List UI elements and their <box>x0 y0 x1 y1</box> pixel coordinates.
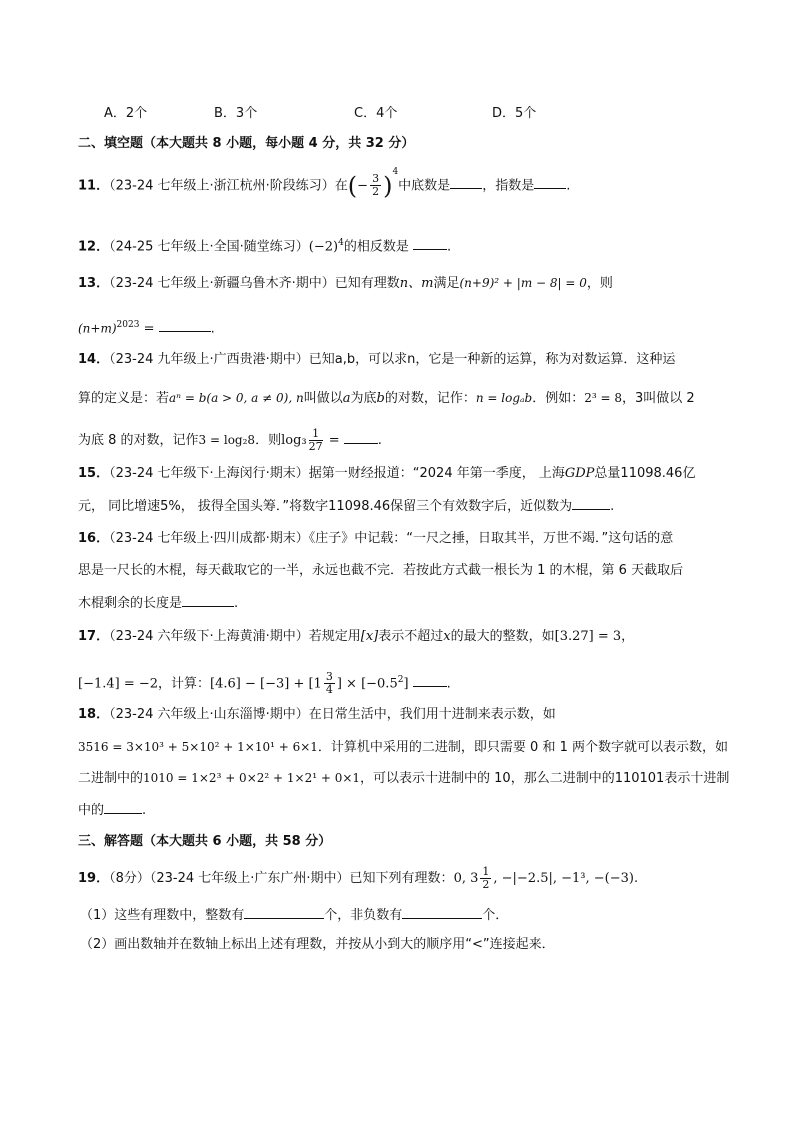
q14-line-2c: 为底 <box>350 391 377 406</box>
q11-source: （23-24 七年级上·浙江杭州·阶段练习）在 <box>109 178 348 194</box>
q19-fraction <box>480 866 491 891</box>
q11-fraction <box>370 173 381 198</box>
q14-line-2e: ．例如： <box>532 391 585 406</box>
q11-end: . <box>566 178 571 194</box>
question-17-line-2 <box>78 670 451 696</box>
q13-number: 13． <box>78 276 110 291</box>
q12-number: 12． <box>78 239 110 255</box>
question-19-line-1 <box>78 866 638 891</box>
q18-line-2b: ．计算机中采用的二进制，即只需要 0 和 1 两个数字就可以表示数，如 <box>317 740 728 755</box>
q14-line-2d: 的对数，记作： <box>384 391 476 406</box>
q16-line-2: 思是一尺长的木棍，每天截取它的一半，永远也截不完．若按此方式截一根长为 1 的木棍，第 6 天截取后 <box>78 563 684 578</box>
q17-line-2a: ，计算： <box>158 676 211 692</box>
q17-var-x: x <box>443 629 451 644</box>
question-15-line-1 <box>78 464 695 484</box>
q19-numbers-b: , −|−2.5|, −1³, −(−3) <box>493 871 634 886</box>
q11-close-paren: ) <box>383 171 393 200</box>
q17-line-1c: 的最大的整数，如 <box>450 629 555 644</box>
q12-end: . <box>446 239 452 255</box>
q19-numbers-a: 0, 3 <box>453 871 479 886</box>
q19-part-2: （2）画出数轴并在数轴上标出上述有理数，并按从小到大的顺序用“<”连接起来． <box>80 937 555 952</box>
q14-log3: log₃ <box>281 433 307 448</box>
section-solve-heading: 三、解答题（本大题共 6 小题，共 58 分） <box>78 834 332 849</box>
option-b[interactable]: B．3个 <box>214 106 258 121</box>
answer-options <box>0 102 794 124</box>
q12-answer-blank[interactable] <box>413 235 447 250</box>
q12-expression: (−2) <box>308 239 339 255</box>
q13-equals: = <box>139 321 159 337</box>
q11-frac-numerator: 3 <box>372 172 380 186</box>
q11-open-paren: ( <box>347 171 358 200</box>
q17-term-2: ] × [−0.5 <box>336 676 398 692</box>
q12-text: 的相反数是 <box>343 239 409 255</box>
q14-line-3c: ．则 <box>255 433 282 448</box>
question-14-line-1 <box>78 350 675 370</box>
q17-term-3: ] <box>403 676 409 692</box>
q18-line-4: 中的 <box>78 803 105 818</box>
q18-answer-blank[interactable] <box>104 799 142 814</box>
q11-frac-denominator: 2 <box>372 185 380 199</box>
q13-end: . <box>210 321 215 337</box>
q15-line-1b: 总量11098.46亿 <box>594 466 696 481</box>
q17-term-1: [4.6] − [−3] + [1 <box>210 676 322 692</box>
q18-binary-example: 1010 = 1×2³ + 0×2² + 1×2¹ + 0×1 <box>143 771 361 785</box>
question-19-part-1 <box>80 904 508 926</box>
q14-var-a: a <box>342 391 351 406</box>
q17-mixed-fraction <box>324 671 335 696</box>
q14-equals: = <box>324 433 344 448</box>
q15-answer-blank[interactable] <box>572 495 610 510</box>
q13-expression: (n+m) <box>78 321 117 336</box>
question-16-line-2 <box>78 561 683 581</box>
q17-end: . <box>446 676 451 692</box>
q13-then: ，则 <box>586 276 613 291</box>
q19-frac-numerator: 1 <box>482 865 490 878</box>
q15-gdp: GDP <box>564 466 595 481</box>
q14-line-2f: ，3叫做以 2 <box>621 391 695 406</box>
q18-decimal-example: 3516 = 3×10³ + 5×10² + 1×10¹ + 6×1 <box>78 740 318 754</box>
q13-condition: (n+9)² + |m − 8| = 0 <box>459 276 587 290</box>
q14-log-notation: n = logₐb <box>475 391 533 405</box>
q19-part-1b: 个，非负数有 <box>324 908 403 923</box>
q19-part-1a: （1）这些有理数中，整数有 <box>80 908 245 923</box>
question-18-line-3 <box>78 768 729 789</box>
question-19-part-2 <box>80 935 555 955</box>
question-14-line-3 <box>78 428 382 453</box>
q11-number: 11． <box>78 178 110 194</box>
q11-text: 中底数是 <box>398 178 451 194</box>
q13-vars: n、m <box>399 276 434 291</box>
option-c[interactable]: C．4个 <box>354 106 398 121</box>
q19-number: 19． <box>78 871 110 886</box>
q17-line-1a: （23-24 六年级下·上海黄浦·期中）若规定用 <box>109 629 361 644</box>
question-14-line-2 <box>78 388 695 409</box>
q11-exponent: 4 <box>392 167 399 177</box>
q11-minus: − <box>357 178 369 194</box>
q15-number: 15． <box>78 466 110 481</box>
q19-points: （8分） <box>109 871 150 886</box>
q11-mid: ，指数是 <box>482 178 535 194</box>
q16-end: . <box>234 596 239 611</box>
q13-text: 满足 <box>433 276 460 291</box>
q17-mix-denominator: 4 <box>325 683 333 697</box>
question-18-line-2 <box>78 737 728 758</box>
q16-line-3: 木棍剩余的长度是 <box>78 596 183 611</box>
q12-source: （24-25 七年级上·全国·随堂练习） <box>109 239 309 255</box>
option-a[interactable]: A．2个 <box>104 106 148 121</box>
question-12 <box>78 233 451 257</box>
q18-number: 18． <box>78 707 110 722</box>
question-16-line-1 <box>78 529 673 549</box>
q15-line-2: 元， 同比增速5%， 拔得全国头筹．”将数字11098.46保留三个有效数字后，近似数为 <box>78 499 573 514</box>
q19-nonnegative-count-blank[interactable] <box>402 904 482 919</box>
q14-number: 14． <box>78 352 110 367</box>
q19-frac-denominator: 2 <box>482 878 490 891</box>
q17-mix-numerator: 3 <box>325 670 333 684</box>
q14-example: 2³ = 8 <box>584 391 622 405</box>
q19-integer-count-blank[interactable] <box>244 904 324 919</box>
question-11 <box>78 167 571 200</box>
q15-line-1: （23-24 七年级下·上海闵行·期末）据第一财经报道：“2024 年第一季度， 上海 <box>109 466 565 481</box>
option-d[interactable]: D．5个 <box>492 106 537 121</box>
q17-floor-x: [x] <box>360 629 379 644</box>
q11-base-blank[interactable] <box>450 174 482 189</box>
q14-line-2a: 算的定义是：若 <box>78 391 170 406</box>
q17-answer-blank[interactable] <box>413 672 447 687</box>
q16-number: 16． <box>78 531 110 546</box>
q14-line-1: （23-24 九年级上·广西贵港·期中）已知a,b，可以求n，它是一种新的运算，称为对数运算．这种运 <box>109 352 676 367</box>
q14-definition: aⁿ = b(a > 0, a ≠ 0), n <box>169 391 304 405</box>
q14-end: . <box>377 433 382 448</box>
q17-example-2: [−1.4] = −2 <box>78 676 159 692</box>
q17-number: 17． <box>78 629 110 644</box>
q14-frac-numerator: 1 <box>309 428 323 441</box>
q14-answer-blank[interactable] <box>344 429 378 444</box>
q11-exponent-blank[interactable] <box>534 174 566 189</box>
q18-line-3a: 二进制中的 <box>78 771 144 786</box>
q12-exponent: 4 <box>338 238 344 248</box>
q18-end: . <box>142 803 147 818</box>
section-fill-in-heading: 二、填空题（本大题共 8 小题，每小题 4 分，共 32 分） <box>78 136 415 151</box>
q14-var-b: b <box>376 391 385 406</box>
q18-line-1: （23-24 六年级上·山东淄博·期中）在日常生活中，我们用十进制来表示数，如 <box>109 707 556 722</box>
question-18-line-1 <box>78 705 556 725</box>
q15-end: . <box>610 499 615 514</box>
q17-example-1: [3.27] = 3 <box>554 629 622 644</box>
q16-line-1: （23-24 七年级上·四川成都·期末）《庄子》中记载：“一尺之捶，日取其半，万世不竭．”这句话的意 <box>109 531 674 546</box>
q19-part-1c: 个． <box>482 908 509 923</box>
q14-line-3a: 为底 8 的对数，记作 <box>78 433 199 448</box>
q14-fraction <box>309 428 323 453</box>
q19-source: （23-24 七年级上·广东广州·期中）已知下列有理数： <box>149 871 454 886</box>
question-18-line-4 <box>78 799 146 821</box>
question-13-line-2 <box>78 315 215 339</box>
q19-end: . <box>633 871 639 886</box>
q13-exponent: 2023 <box>116 320 140 330</box>
q13-source: （23-24 七年级上·新疆乌鲁木齐·期中）已知有理数 <box>109 276 400 291</box>
question-13-line-1 <box>78 273 613 294</box>
q17-line-1b: 表示不超过 <box>378 629 444 644</box>
q13-answer-blank[interactable] <box>159 317 211 332</box>
q17-line-1d: ， <box>621 629 635 644</box>
q14-frac-denominator: 27 <box>308 440 323 453</box>
q17-term-2-exponent: 2 <box>397 675 404 685</box>
q16-answer-blank[interactable] <box>182 592 234 607</box>
question-16-line-3 <box>78 592 238 614</box>
q18-line-3c: ，可以表示十进制中的 10，那么二进制中的110101表示十进制 <box>360 771 730 786</box>
q14-log-example: 3 = log₂8 <box>198 433 256 447</box>
question-15-line-2 <box>78 495 614 517</box>
question-17-line-1 <box>78 627 634 647</box>
q14-line-2b: 叫做以 <box>303 391 343 406</box>
